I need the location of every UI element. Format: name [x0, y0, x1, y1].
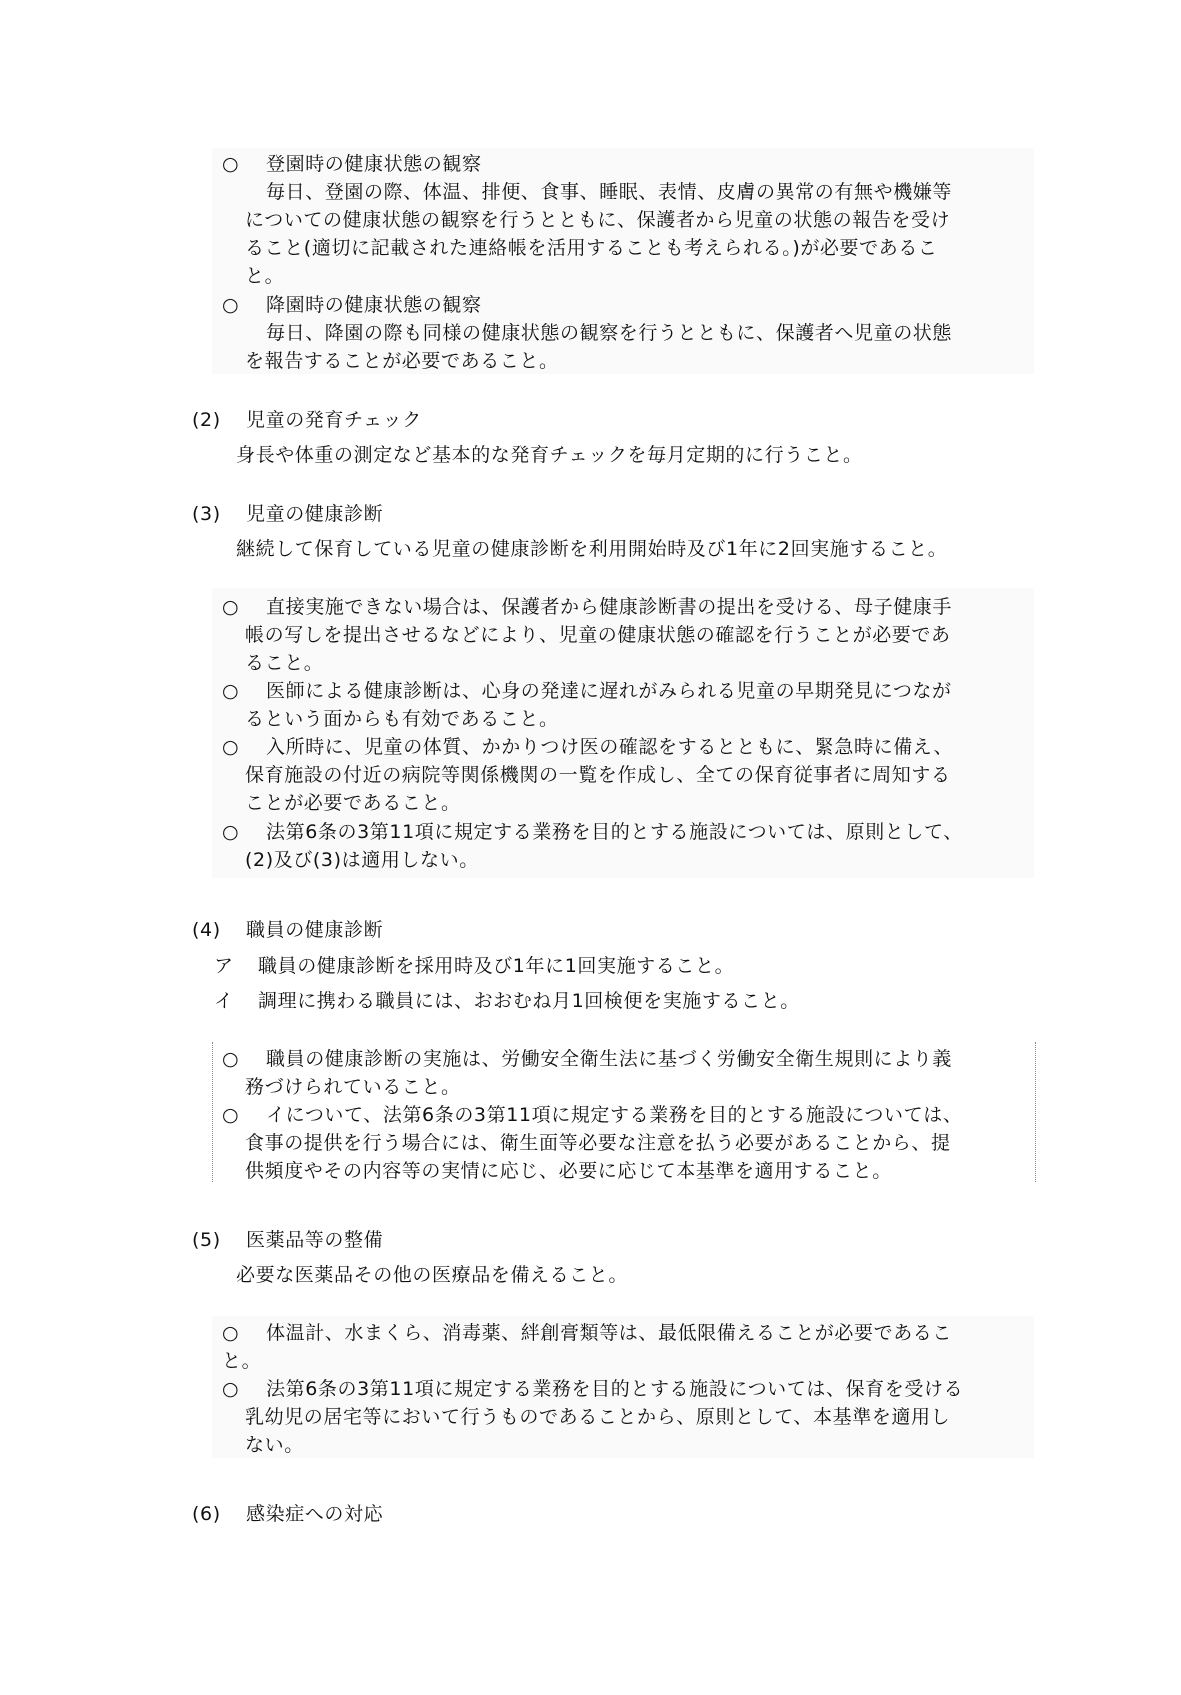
bullet-item — [222, 733, 953, 761]
bullet-item — [222, 1101, 962, 1129]
section-body: 継続して保育している児童の健康診断を利用開始時及び1年に2回実施すること。 — [236, 538, 948, 560]
bullet-mark: ○ — [222, 1104, 240, 1126]
section-number: (4) — [192, 919, 221, 941]
item-text: 帳の写しを提出させるなどにより、児童の健康状態の確認を行うことが必要であ — [245, 624, 951, 646]
item-text: 法第6条の3第11項に規定する業務を目的とする施設については、保育を受ける — [266, 1378, 964, 1400]
item-text: 供頻度やその内容等の実情に応じ、必要に応じて本基準を適用すること。 — [245, 1160, 892, 1182]
sub-item-label: イ — [214, 990, 234, 1012]
sub-item-text: 調理に携わる職員には、おおむね月1回検便を実施すること。 — [258, 990, 800, 1012]
section-heading-5 — [192, 1226, 383, 1254]
item-text: と。 — [245, 265, 285, 287]
section-body: 必要な医薬品その他の医療品を備えること。 — [236, 1264, 629, 1286]
bullet-item-departure — [222, 291, 482, 319]
item-text: 体温計、水まくら、消毒薬、絆創膏類等は、最低限備えることが必要であるこ — [266, 1322, 953, 1344]
section-number: (2) — [192, 409, 221, 431]
bullet-mark: ○ — [222, 1048, 240, 1070]
item-text: を報告することが必要であること。 — [245, 350, 559, 372]
bullet-item — [222, 1375, 963, 1403]
section-title: 職員の健康診断 — [246, 919, 384, 941]
bullet-item — [222, 1319, 952, 1347]
item-heading: 降園時の健康状態の観察 — [266, 294, 482, 316]
bullet-mark: ○ — [222, 153, 240, 175]
bullet-mark: ○ — [222, 821, 240, 843]
bullet-mark: ○ — [222, 680, 240, 702]
section-number: (3) — [192, 503, 221, 525]
bullet-mark: ○ — [222, 1322, 240, 1344]
bullet-item — [222, 818, 963, 846]
section-heading-3 — [192, 500, 383, 528]
item-text: 直接実施できない場合は、保護者から健康診断書の提出を受ける、母子健康手 — [266, 596, 953, 618]
item-text: ない。 — [245, 1434, 304, 1456]
item-text: と。 — [222, 1350, 262, 1372]
bullet-mark: ○ — [222, 1378, 240, 1400]
section-heading-2 — [192, 406, 422, 434]
item-text: ること。 — [245, 652, 324, 674]
section-title: 医薬品等の整備 — [246, 1229, 384, 1251]
bullet-mark: ○ — [222, 736, 240, 758]
bullet-mark: ○ — [222, 294, 240, 316]
bullet-mark: ○ — [222, 596, 240, 618]
item-text: イについて、法第6条の3第11項に規定する業務を目的とする施設については、 — [266, 1104, 963, 1126]
item-text: 乳幼児の居宅等において行うものであることから、原則として、本基準を適用し — [245, 1406, 951, 1428]
sub-item-a — [214, 952, 734, 980]
section-number: (6) — [192, 1503, 221, 1525]
section-title: 感染症への対応 — [246, 1503, 384, 1525]
item-text: 毎日、降園の際も同様の健康状態の観察を行うとともに、保護者へ児童の状態 — [266, 322, 953, 344]
bullet-item — [222, 1045, 952, 1073]
section-title: 児童の発育チェック — [246, 409, 422, 431]
item-text: についての健康状態の観察を行うとともに、保護者から児童の状態の報告を受け — [245, 209, 951, 231]
item-text: 毎日、登園の際、体温、排便、食事、睡眠、表情、皮膚の異常の有無や機嫌等 — [266, 181, 953, 203]
item-text: るという面からも有効であること。 — [245, 708, 559, 730]
bullet-item — [222, 593, 952, 621]
item-text: 務づけられていること。 — [245, 1076, 461, 1098]
section-heading-6 — [192, 1500, 383, 1528]
bullet-item-arrival — [222, 150, 482, 178]
item-text: ること(適切に記載された連絡帳を活用することも考えられる。)が必要であるこ — [245, 237, 938, 259]
sub-item-label: ア — [214, 955, 234, 977]
section-heading-4 — [192, 916, 383, 944]
section-title: 児童の健康診断 — [246, 503, 384, 525]
item-text: (2)及び(3)は適用しない。 — [245, 849, 479, 871]
item-text: 医師による健康診断は、心身の発達に遅れがみられる児童の早期発見につなが — [266, 680, 952, 702]
item-text: 食事の提供を行う場合には、衛生面等必要な注意を払う必要があることから、提 — [245, 1132, 951, 1154]
item-text: 入所時に、児童の体質、かかりつけ医の確認をするとともに、緊急時に備え、 — [266, 736, 954, 758]
item-text: 職員の健康診断の実施は、労働安全衛生法に基づく労働安全衛生規則により義 — [266, 1048, 953, 1070]
item-heading: 登園時の健康状態の観察 — [266, 153, 482, 175]
sub-item-i — [214, 987, 800, 1015]
item-text: 保育施設の付近の病院等関係機関の一覧を作成し、全ての保育従事者に周知する — [245, 764, 951, 786]
section-body: 身長や体重の測定など基本的な発育チェックを毎月定期的に行うこと。 — [236, 444, 863, 466]
item-text: ことが必要であること。 — [245, 792, 461, 814]
item-text: 法第6条の3第11項に規定する業務を目的とする施設については、原則として、 — [266, 821, 963, 843]
bullet-item — [222, 677, 952, 705]
sub-item-text: 職員の健康診断を採用時及び1年に1回実施すること。 — [258, 955, 735, 977]
section-number: (5) — [192, 1229, 221, 1251]
